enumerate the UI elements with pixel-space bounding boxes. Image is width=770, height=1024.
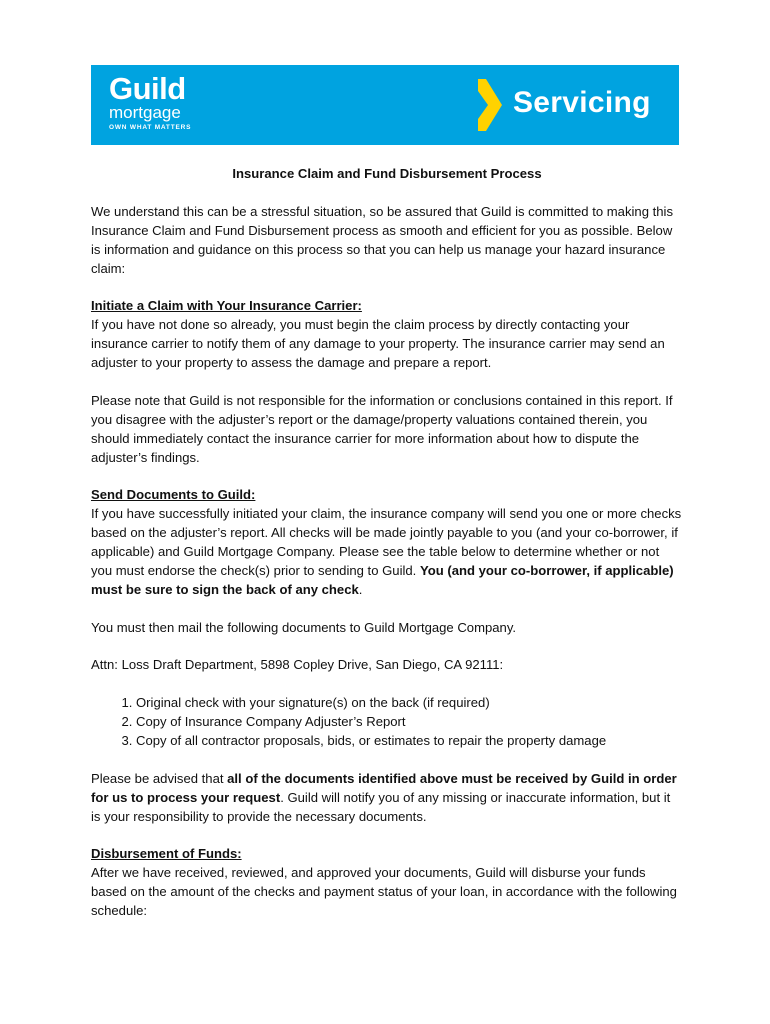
servicing-label: Servicing bbox=[513, 86, 651, 119]
send-documents-text: If you have successfully initiated your claim, the insurance company will send you one or more checks based on the adjuster’s report. All checks will be made jointly payable to you (and your co-borrower, if applicable) and Guild Mortgage Company. Please see the table below to determine whether or not you must endorse the check(s) prior to sending to Guild. bbox=[91, 506, 682, 578]
list-item: 3. Copy of all contractor proposals, bids, or estimates to repair the property damage bbox=[136, 732, 683, 751]
intro-paragraph: We understand this can be a stressful situation, so be assured that Guild is committed to making this Insurance Claim and Fund Disbursement process as smooth and efficient for you as possible. Below is information and guidance on this process so that you can help us manage your hazard insurance claim: bbox=[91, 203, 673, 276]
disbursement-paragraph: After we have received, reviewed, and approved your documents, Guild will disburse your funds based on the amount of the checks and payment status of your loan, in accordance with the following schedule: bbox=[91, 865, 677, 919]
section-heading-initiate-claim: Initiate a Claim with Your Insurance Carrier: bbox=[91, 298, 362, 314]
advisory-start: Please be advised that bbox=[91, 770, 228, 786]
initiate-claim-paragraph: If you have not done so already, you must begin the claim process by directly contacting your insurance carrier to notify them of any damage to your property. The insurance carrier may send an adjuster to your property to assess the damage and prepare a report. bbox=[91, 317, 665, 371]
section-heading-send-documents: Send Documents to Guild: bbox=[91, 487, 256, 503]
mail-instruction: You must then mail the following documents to Guild Mortgage Company. bbox=[91, 619, 517, 635]
list-item: 1. Original check with your signature(s) on the back (if required) bbox=[136, 694, 683, 713]
sign-check-emphasis: You (and your co-borrower, if applicable) must be sure to sign the back of any check bbox=[91, 562, 674, 597]
logo-subtitle: mortgage bbox=[109, 103, 181, 122]
logo-tagline: OWN WHAT MATTERS bbox=[109, 124, 192, 131]
document-body bbox=[91, 165, 683, 940]
advisory-emphasis: all of the documents identified above must be received by Guild in order for us to process your request bbox=[91, 770, 677, 805]
send-documents-paragraph bbox=[91, 505, 683, 600]
list-item: 2. Copy of Insurance Company Adjuster’s Report bbox=[136, 713, 683, 732]
logo-name: Guild bbox=[109, 71, 186, 106]
document-title: Insurance Claim and Fund Disbursement Process bbox=[232, 166, 542, 181]
section-heading-disbursement: Disbursement of Funds: bbox=[91, 846, 242, 862]
chevron-icon bbox=[478, 79, 502, 131]
send-documents-end: . bbox=[358, 581, 363, 597]
header-banner bbox=[91, 65, 679, 145]
mailing-address: Attn: Loss Draft Department, 5898 Copley Drive, San Diego, CA 92111: bbox=[91, 657, 504, 673]
advisory-paragraph bbox=[91, 770, 683, 827]
advisory-end: . Guild will notify you of any missing or inaccurate information, but it is your responsibility to provide the necessary documents. bbox=[91, 789, 671, 824]
disclaimer-paragraph: Please note that Guild is not responsible for the information or conclusions contained in this report. If you disagree with the adjuster’s report or the damage/property valuations contained therein, you should immediately contact the insurance carrier for more information about how to dispute the adjuster’s findings. bbox=[91, 392, 673, 465]
guild-mortgage-logo bbox=[109, 73, 191, 131]
required-documents-list bbox=[91, 694, 683, 751]
